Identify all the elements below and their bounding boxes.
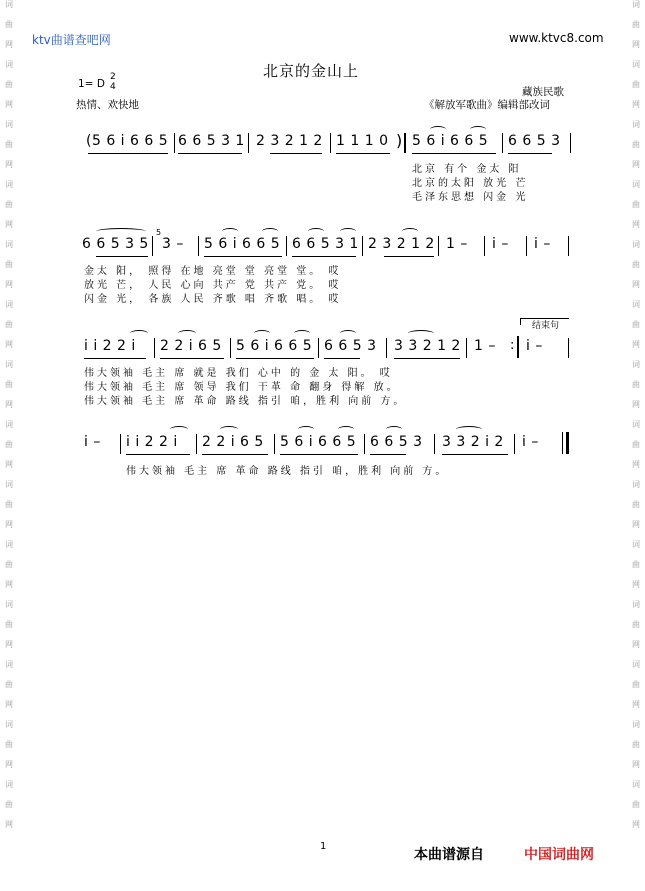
- beam: [126, 454, 190, 455]
- watermark-char: 词: [5, 120, 13, 129]
- measure-2-8: i –: [534, 236, 551, 252]
- measure-2-5: 2 3 2 1 2: [368, 236, 435, 252]
- watermark-char: 网: [5, 460, 13, 469]
- slur: [254, 330, 270, 337]
- watermark-char: 词: [632, 360, 640, 369]
- watermark-char: 曲: [5, 680, 13, 689]
- beam: [292, 256, 356, 257]
- watermark-char: 曲: [5, 440, 13, 449]
- final-barline-thin: [562, 432, 563, 454]
- slur: [222, 228, 238, 235]
- barline: [514, 434, 515, 454]
- slur: [294, 330, 310, 337]
- lyric-verse-2: 伟大领袖 毛主 席 领导 我们 干革 命 翻身 得解 放。: [84, 382, 400, 393]
- slur: [178, 330, 196, 337]
- measure-4-2: i i 2 2 i: [126, 434, 178, 450]
- slur: [470, 126, 486, 133]
- beam: [370, 454, 406, 455]
- barline: [154, 338, 155, 358]
- watermark-char: 曲: [5, 80, 13, 89]
- watermark-char: 网: [632, 40, 640, 49]
- watermark-char: 词: [632, 540, 640, 549]
- barline: [330, 133, 331, 153]
- lyric-verse-1: 北京 有个 金太 阳: [412, 164, 522, 175]
- site-name-left: ktv曲谱查吧网: [32, 33, 111, 47]
- source-label: 本曲谱源自: [414, 847, 484, 863]
- beam: [336, 153, 390, 154]
- bar-number: 5: [156, 228, 162, 237]
- beam: [384, 256, 434, 257]
- watermark-char: 网: [632, 160, 640, 169]
- watermark-char: 曲: [632, 20, 640, 29]
- lyric-verse-3: 闪金 光， 各族 人民 齐歌 唱 齐歌 唱。 哎: [84, 294, 342, 305]
- measure-3-1: i i 2 2 i: [84, 338, 136, 354]
- barline: [526, 236, 527, 256]
- song-title: 北京的金山上: [263, 62, 360, 80]
- watermark-char: 词: [632, 0, 640, 9]
- watermark-char: 曲: [632, 560, 640, 569]
- page-number: 1: [320, 841, 327, 852]
- measure-3-4: 6 6 5 3: [324, 338, 377, 354]
- watermark-char: 曲: [632, 800, 640, 809]
- watermark-char: 网: [632, 820, 640, 829]
- watermark-char: 网: [5, 580, 13, 589]
- measure-1-3: 2 3 2 1 2: [256, 133, 323, 149]
- watermark-char: 词: [5, 360, 13, 369]
- watermark-char: 网: [632, 760, 640, 769]
- barline: [120, 434, 121, 454]
- beam: [204, 256, 282, 257]
- slur: [308, 228, 324, 235]
- song-origin: 藏族民歌: [522, 86, 564, 98]
- beam: [160, 358, 224, 359]
- beam: [270, 153, 322, 154]
- time-sig-top: 2: [110, 72, 116, 82]
- beam: [178, 153, 242, 154]
- measure-3-7: i –: [526, 338, 543, 354]
- watermark-char: 词: [5, 0, 13, 9]
- watermark-char: 词: [5, 180, 13, 189]
- watermark-char: 曲: [632, 620, 640, 629]
- measure-2-1: 6 6 5 3 5: [82, 236, 149, 252]
- barline: [484, 236, 485, 256]
- slur: [96, 228, 146, 235]
- closing-paren: ): [396, 131, 403, 150]
- watermark-char: 网: [632, 220, 640, 229]
- beam: [202, 454, 268, 455]
- watermark-char: 曲: [632, 500, 640, 509]
- slur: [386, 426, 402, 433]
- watermark-char: 曲: [5, 740, 13, 749]
- barline: [364, 434, 365, 454]
- watermark-char: 网: [5, 40, 13, 49]
- measure-3-2: 2 2 i 6 5: [160, 338, 222, 354]
- watermark-char: 曲: [632, 740, 640, 749]
- watermark-char: 词: [632, 60, 640, 69]
- lyric-verse-1: 金太 阳， 照得 在地 亮堂 堂 亮堂 堂。 哎: [84, 266, 342, 277]
- measure-1-5: 5 6 i 6 6 5: [412, 133, 489, 149]
- watermark-char: 网: [632, 280, 640, 289]
- barline: [286, 236, 287, 256]
- site-url-right: www.ktvc8.com: [509, 31, 604, 45]
- measure-4-6: 3 3 2 i 2: [442, 434, 504, 450]
- watermark-char: 曲: [5, 800, 13, 809]
- watermark-char: 网: [5, 340, 13, 349]
- beam: [84, 358, 146, 359]
- ending-label: 结束句: [532, 321, 560, 331]
- barline: [274, 434, 275, 454]
- watermark-char: 曲: [632, 200, 640, 209]
- watermark-char: 网: [5, 820, 13, 829]
- slur: [298, 426, 314, 433]
- watermark-char: 曲: [632, 80, 640, 89]
- tempo-marking: 热情、欢快地: [76, 99, 139, 111]
- measure-1-4: 1 1 1 0: [336, 133, 389, 149]
- watermark-char: 词: [5, 720, 13, 729]
- watermark-char: 词: [632, 600, 640, 609]
- beam: [236, 358, 314, 359]
- watermark-char: 网: [632, 520, 640, 529]
- slur: [340, 330, 356, 337]
- left-watermark-strip: [2, 0, 16, 891]
- beam: [442, 454, 508, 455]
- measure-4-1: i –: [84, 434, 101, 450]
- barline: [152, 236, 153, 256]
- watermark-char: 词: [632, 180, 640, 189]
- watermark-char: 曲: [5, 500, 13, 509]
- watermark-char: 词: [632, 300, 640, 309]
- measure-1-2: 6 6 5 3 1: [178, 133, 245, 149]
- final-barline-thick: [566, 432, 569, 454]
- watermark-char: 词: [632, 660, 640, 669]
- repeat-dots: :: [510, 338, 515, 353]
- beam: [412, 153, 496, 154]
- lyric-verse-1: 伟大领袖 毛主 席 就是 我们 心中 的 金 太 阳。 哎: [84, 368, 393, 379]
- measure-4-4: 5 6 i 6 6 5: [280, 434, 357, 450]
- barline: [568, 236, 569, 256]
- watermark-char: 网: [632, 640, 640, 649]
- right-watermark-strip: [629, 0, 643, 891]
- watermark-char: 词: [632, 780, 640, 789]
- lyric-verse-2: 放光 芒， 人民 心向 共产 党 共产 党。 哎: [84, 280, 342, 291]
- watermark-char: 曲: [632, 440, 640, 449]
- measure-3-5: 3 3 2 1 2: [394, 338, 461, 354]
- barline: [438, 236, 439, 256]
- measure-1-1: (5 6 i 6 6 5: [86, 133, 169, 149]
- watermark-char: 曲: [5, 140, 13, 149]
- barline: [362, 236, 363, 256]
- watermark-char: 曲: [5, 380, 13, 389]
- watermark-char: 网: [5, 700, 13, 709]
- watermark-char: 网: [5, 640, 13, 649]
- watermark-char: 词: [5, 420, 13, 429]
- watermark-char: 曲: [5, 260, 13, 269]
- watermark-char: 网: [5, 400, 13, 409]
- measure-2-2: 3 –: [162, 236, 184, 252]
- watermark-char: 曲: [5, 560, 13, 569]
- watermark-char: 词: [632, 120, 640, 129]
- watermark-char: 曲: [5, 320, 13, 329]
- watermark-char: 词: [632, 480, 640, 489]
- watermark-char: 网: [5, 280, 13, 289]
- barline: [248, 133, 249, 153]
- beam: [394, 358, 460, 359]
- measure-2-6: 1 –: [446, 236, 468, 252]
- slur: [338, 426, 354, 433]
- slur: [130, 330, 148, 337]
- slur: [402, 228, 418, 235]
- watermark-char: 曲: [5, 620, 13, 629]
- watermark-char: 网: [632, 700, 640, 709]
- barline: [386, 338, 387, 358]
- time-signature: [110, 72, 116, 92]
- measure-2-3: 5 6 i 6 6 5: [204, 236, 281, 252]
- slur: [456, 426, 482, 433]
- watermark-char: 曲: [632, 260, 640, 269]
- watermark-char: 网: [5, 100, 13, 109]
- key-signature: 1= D: [78, 78, 105, 90]
- watermark-char: 曲: [632, 320, 640, 329]
- barline: [318, 338, 319, 358]
- barline: [434, 434, 435, 454]
- slur: [170, 426, 188, 433]
- watermark-char: 词: [5, 300, 13, 309]
- watermark-char: 网: [5, 760, 13, 769]
- slur: [262, 228, 278, 235]
- slur: [408, 330, 434, 337]
- beam: [88, 153, 168, 154]
- barline: [196, 434, 197, 454]
- time-sig-bottom: 4: [110, 82, 116, 92]
- measure-4-5: 6 6 5 3: [370, 434, 423, 450]
- measure-4-7: i –: [522, 434, 539, 450]
- measure-3-6: 1 –: [474, 338, 496, 354]
- measure-4-3: 2 2 i 6 5: [202, 434, 264, 450]
- slur: [430, 126, 446, 133]
- double-barline: [404, 133, 406, 153]
- barline: [174, 133, 175, 153]
- measure-2-4: 6 6 5 3 1: [292, 236, 359, 252]
- watermark-char: 词: [5, 780, 13, 789]
- beam: [508, 153, 552, 154]
- barline: [230, 338, 231, 358]
- watermark-char: 词: [632, 720, 640, 729]
- lyric-verse-2: 北京的太阳 放光 芒: [412, 178, 529, 189]
- lyric-editor: 《解放军歌曲》编辑部改词: [424, 99, 550, 111]
- watermark-char: 词: [632, 240, 640, 249]
- watermark-char: 曲: [632, 680, 640, 689]
- watermark-char: 网: [632, 460, 640, 469]
- lyric-verse-3: 毛泽东思想 闪金 光: [412, 192, 529, 203]
- watermark-char: 曲: [5, 20, 13, 29]
- beam: [96, 256, 148, 257]
- beam: [280, 454, 358, 455]
- watermark-char: 词: [5, 660, 13, 669]
- watermark-char: 网: [5, 220, 13, 229]
- slur: [340, 228, 356, 235]
- watermark-char: 曲: [632, 380, 640, 389]
- watermark-char: 词: [5, 480, 13, 489]
- beam: [324, 358, 360, 359]
- watermark-char: 网: [5, 520, 13, 529]
- source-site-link[interactable]: 中国词曲网: [524, 847, 594, 863]
- watermark-char: 网: [632, 100, 640, 109]
- measure-2-7: i –: [492, 236, 509, 252]
- watermark-char: 词: [5, 240, 13, 249]
- lyric-verse-3: 伟大领袖 毛主 席 革命 路线 指引 咱，胜利 向前 方。: [84, 396, 407, 407]
- watermark-char: 曲: [5, 200, 13, 209]
- watermark-char: 网: [632, 340, 640, 349]
- watermark-char: 网: [5, 160, 13, 169]
- repeat-barline: [517, 336, 519, 358]
- barline: [568, 338, 569, 358]
- watermark-char: 词: [632, 420, 640, 429]
- barline: [198, 236, 199, 256]
- barline: [466, 338, 467, 358]
- watermark-char: 词: [5, 60, 13, 69]
- lyric-verse-1: 伟大领袖 毛主 席 革命 路线 指引 咱，胜利 向前 方。: [126, 466, 449, 477]
- watermark-char: 网: [632, 580, 640, 589]
- watermark-char: 词: [5, 600, 13, 609]
- barline: [502, 133, 503, 153]
- watermark-char: 网: [632, 400, 640, 409]
- measure-1-6: 6 6 5 3: [508, 133, 561, 149]
- watermark-char: 词: [5, 540, 13, 549]
- measure-3-3: 5 6 i 6 6 5: [236, 338, 313, 354]
- barline: [570, 133, 571, 153]
- watermark-char: 曲: [632, 140, 640, 149]
- slur: [220, 426, 238, 433]
